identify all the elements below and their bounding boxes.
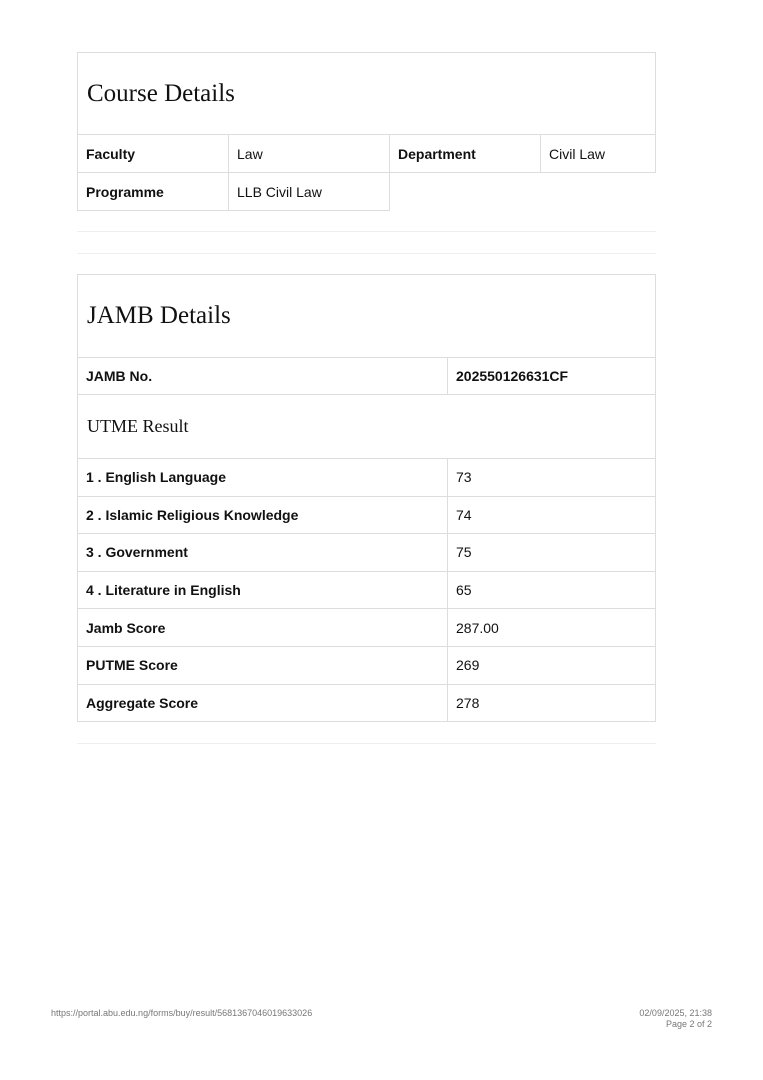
result-label: 2 . Islamic Religious Knowledge bbox=[77, 496, 448, 535]
result-label: 3 . Government bbox=[77, 533, 448, 572]
result-value: 73 bbox=[447, 458, 656, 497]
jamb-no-value: 202550126631CF bbox=[447, 357, 656, 395]
result-label: Aggregate Score bbox=[77, 684, 448, 723]
result-value: 269 bbox=[447, 646, 656, 685]
jamb-no-label: JAMB No. bbox=[77, 357, 448, 395]
result-value: 287.00 bbox=[447, 608, 656, 647]
result-label: Jamb Score bbox=[77, 608, 448, 647]
utme-result-heading: UTME Result bbox=[77, 394, 656, 459]
jamb-details-heading: JAMB Details bbox=[77, 274, 656, 358]
result-label: 4 . Literature in English bbox=[77, 571, 448, 610]
faculty-value: Law bbox=[228, 134, 390, 173]
divider bbox=[77, 743, 656, 744]
department-value: Civil Law bbox=[540, 134, 656, 173]
footer-url: https://portal.abu.edu.ng/forms/buy/result/5681367046019633026 bbox=[51, 1008, 313, 1018]
department-label: Department bbox=[389, 134, 541, 173]
footer-page-number: Page 2 of 2 bbox=[665, 1019, 712, 1029]
divider bbox=[77, 231, 656, 232]
footer-datetime: 02/09/2025, 21:38 bbox=[639, 1008, 712, 1018]
result-label: 1 . English Language bbox=[77, 458, 448, 497]
faculty-label: Faculty bbox=[77, 134, 229, 173]
course-details-heading: Course Details bbox=[77, 52, 656, 135]
result-value: 74 bbox=[447, 496, 656, 535]
result-value: 278 bbox=[447, 684, 656, 723]
programme-label: Programme bbox=[77, 172, 229, 211]
result-value: 65 bbox=[447, 571, 656, 610]
divider bbox=[77, 253, 656, 254]
programme-value: LLB Civil Law bbox=[228, 172, 390, 211]
result-value: 75 bbox=[447, 533, 656, 572]
result-label: PUTME Score bbox=[77, 646, 448, 685]
